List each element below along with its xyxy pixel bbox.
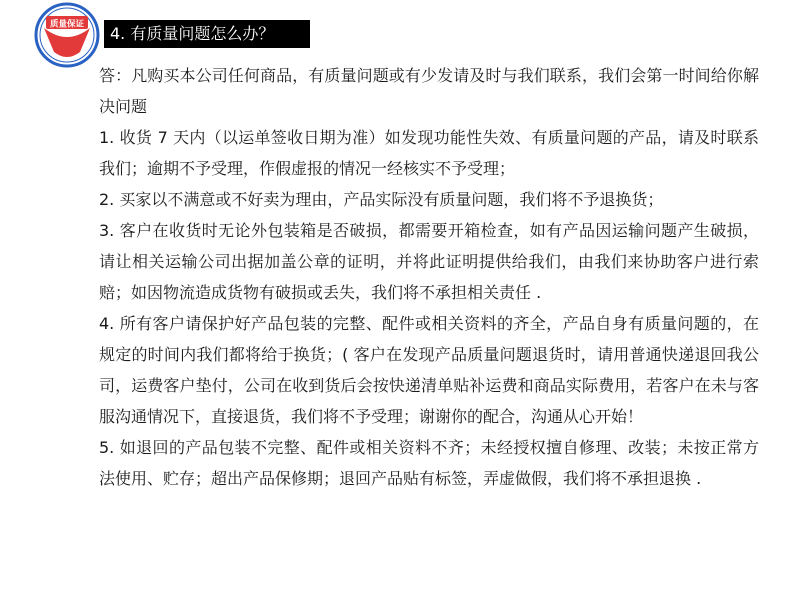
quality-guarantee-logo: [34, 2, 100, 68]
policy-item-4: 4. 所有客户请保护好产品包装的完整、配件或相关资料的齐全，产品自身有质量问题的，在规定的时间内我们都将给于换货；( 客户在发现产品质量问题退货时，请用普通快递退回我公司，运费客户垫付，公司在收到货后会按快递清单贴补运费和商品实际费用，若客户在未与客服沟通情况下，直接退货，我们将不予受理；谢谢你的配合，沟通从心开始！: [99, 314, 759, 426]
answer-paragraph: 答：凡购买本公司任何商品，有质量问题或有少发请及时与我们联系，我们会第一时间给你解决问题: [99, 66, 759, 116]
policy-item-1: 1. 收货 7 天内（以运单签收日期为准）如发现功能性失效、有质量问题的产品，请及时联系我们；逾期不予受理，作假虚报的情况一经核实不予受理；: [99, 128, 759, 178]
section-title: 4. 有质量问题怎么办？: [104, 20, 310, 48]
faq-content: [99, 60, 759, 494]
policy-item-5: 5. 如退回的产品包装不完整、配件或相关资料不齐；未经授权擅自修理、改装；未按正常方法使用、贮存；超出产品保修期；退回产品贴有标签，弄虚做假，我们将不承担退换 .: [99, 438, 759, 488]
policy-item-2: 2. 买家以不满意或不好卖为理由，产品实际没有质量问题，我们将不予退换货；: [99, 190, 664, 209]
policy-item-3: 3. 客户在收货时无论外包装箱是否破损，都需要开箱检查，如有产品因运输问题产生破损，请让相关运输公司出据加盖公章的证明，并将此证明提供给我们，由我们来协助客户进行索赔；如因物流造成货物有破损或丢失，我们将不承担相关责任 .: [99, 221, 759, 302]
logo-text: 质量保证: [49, 19, 85, 30]
quality-shield-icon: [34, 2, 100, 68]
